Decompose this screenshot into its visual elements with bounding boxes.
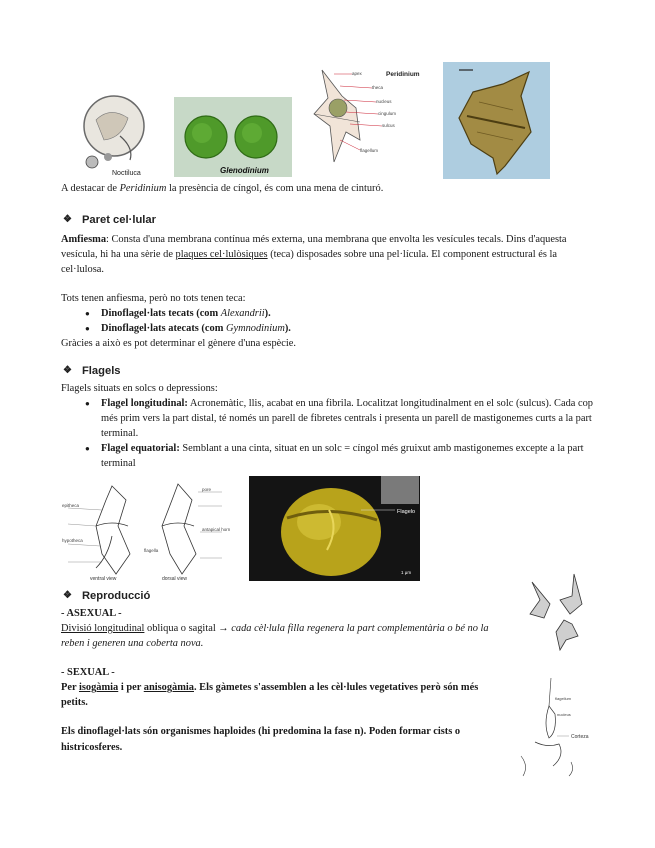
list-item: ● Dinoflagel·lats atecats (com Gymnodinium). <box>61 321 596 336</box>
dorsal-view-label: dorsal view <box>162 576 188 582</box>
diamond-bullet-icon: ❖ <box>63 364 72 376</box>
sexual-title: - SEXUAL - <box>61 667 115 679</box>
noctiluca-label: Noctiluca <box>112 170 141 177</box>
section-heading-paret: ❖ Paret cel·lular <box>63 213 156 226</box>
peridinium-diagram <box>294 66 422 170</box>
teca-list <box>61 306 596 336</box>
sexual-paragraph: Per isogàmia i per anisogàmia. Els gàmetes s'assemblen a les cèl·lules vegetatives però són més petits. <box>61 682 479 709</box>
dinoflagellate-micrograph <box>443 62 550 179</box>
svg-text:sulcus: sulcus <box>382 123 395 128</box>
svg-text:antapical horn: antapical horn <box>202 527 231 532</box>
sem-flagella-image <box>249 476 420 581</box>
section-heading-reproduccio: ❖ Reproducció <box>63 589 151 602</box>
genere-paragraph: Gràcies a això es pot determinar el gènere d'una espècie. <box>61 338 296 350</box>
list-item: ● Flagel equatorial: Semblant a una cinta, situat en un solc = cíngol més gruixut amb mastigonemes excepte a la part terminal <box>61 441 596 471</box>
flagels-list <box>61 396 596 471</box>
flagelo-label: Flagelo <box>397 509 416 515</box>
svg-text:nucleus: nucleus <box>557 712 571 717</box>
svg-text:nucleus: nucleus <box>376 99 392 104</box>
corteza-label: Corteza <box>571 734 589 740</box>
asexual-title: - ASEXUAL - <box>61 608 122 619</box>
cortex-sketch <box>515 676 597 780</box>
ventral-view-label: ventral view <box>90 576 117 582</box>
list-item: ● Dinoflagel·lats tecats (com Alexandrii). <box>61 306 596 321</box>
flagels-content <box>61 381 596 471</box>
diamond-bullet-icon: ❖ <box>63 589 72 601</box>
glenodinium-label: Glenodinium <box>220 166 269 175</box>
diamond-bullet-icon: ❖ <box>63 213 72 225</box>
flagels-intro: Flagels situats en solcs o depressions: <box>61 383 218 394</box>
svg-text:apex: apex <box>352 71 362 76</box>
peridinium-label: Peridinium <box>386 71 420 78</box>
noctiluca-figure <box>62 88 162 178</box>
section-heading-flagels: ❖ Flagels <box>63 364 121 377</box>
svg-text:flagella: flagella <box>144 548 159 553</box>
list-item: ● Flagel longitudinal: Acronemàtic, llis, acabat en una fibrila. Localitzat longitudinalment en el solc (sulcus). Cada cop més prim vers la part distal, té només un parell de fibretes centrals i presenta un parell de mastigonemes curts a la part terminal. <box>61 396 596 441</box>
svg-text:flagellum: flagellum <box>555 696 572 701</box>
scale-label: 1 μm <box>401 570 412 575</box>
division-sketch <box>516 570 596 660</box>
paret-content <box>61 232 596 352</box>
haploid-paragraph: Els dinoflagel·lats són organismes haploides (hi predomina la fase n). Poden formar cists o histricosferes. <box>61 726 461 753</box>
svg-text:theca: theca <box>372 85 384 90</box>
intro-paragraph: A destacar de Peridinium la presència de cíngol, és com una mena de cinturó. <box>61 183 384 194</box>
svg-text:flagellum: flagellum <box>360 148 379 153</box>
svg-text:epitheca: epitheca <box>62 503 80 508</box>
teca-intro: Tots tenen anfiesma, però no tots tenen teca: <box>61 293 246 305</box>
svg-text:pore: pore <box>202 487 212 492</box>
glenodinium-figure <box>174 97 292 177</box>
asexual-paragraph: Divisió longitudinal obliqua o sagital → cada cèl·lula filla regenera la part complementària o bé no la reben i generen una coberta nova. <box>61 623 489 650</box>
svg-text:hypotheca: hypotheca <box>62 538 83 543</box>
svg-text:cingulum: cingulum <box>378 111 397 116</box>
amfiesma-paragraph: Amfiesma: Consta d'una membrana contínua més externa, una membrana que envolta les vesícules tecals. Dins d'aquesta vesícula, hi ha una sèrie de plaques cel·lulòsiques (teca) disposades sobre una pel·lícula. El component estructural és la cel·lulosa. <box>61 234 567 276</box>
reproduccio-content <box>61 606 501 755</box>
flagella-diagram <box>62 476 242 582</box>
